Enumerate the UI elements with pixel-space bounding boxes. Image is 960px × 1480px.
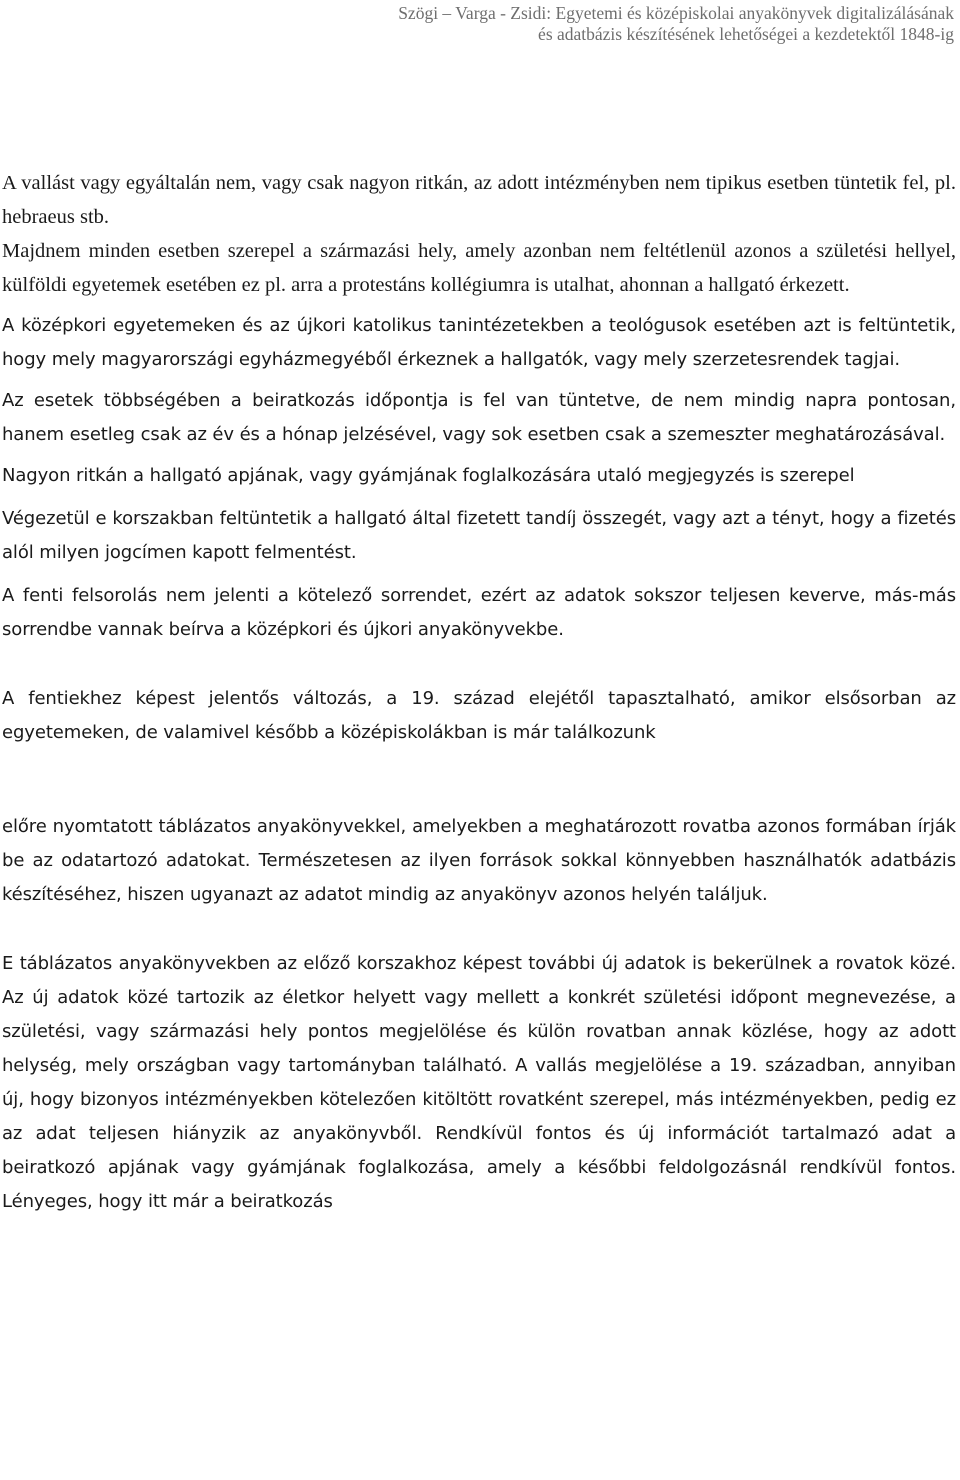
paragraph-tabular-registers: E táblázatos anyakönyvekben az előző korszakhoz képest további új adatok is bekerülnek a rovatok közé. Az új adatok közé tartozik az életkor helyett vagy mellett a konkrét születési időpont megnevezése, a születési, vagy származási hely pontos megjelölése és külön rovatban annak közlése, hogy az adott helység, mely országban vagy tartományban található. A vallás megjelölése a 19. században, annyiban új, hogy bizonyos intézményekben kötelezően kitöltött rovatként szerepel, más intézményekben, pedig ez az adat teljesen hiányzik az anyakönyvből. Rendkívül fontos és új információt tartalmazó adat a beiratkozó apjának vagy gyámjának foglalkozása, amely a későbbi feldolgozásnál rendkívül fontos. Lényeges, hogy itt már a beiratkozás bbox=[2, 953, 956, 1212]
paragraph-father-occupation: Nagyon ritkán a hallgató apjának, vagy gyámjának foglalkozására utaló megjegyzés is szerepel bbox=[2, 465, 855, 486]
running-header bbox=[2, 0, 956, 45]
paragraph-theologians: A középkori egyetemeken és az újkori katolikus tanintézetekben a teológusok esetében azt is feltüntetik, hogy mely magyarországi egyházmegyéből érkeznek a hallgatók, vagy mely szerzetesrendek tagjai. bbox=[2, 315, 956, 370]
paragraph-tuition: Végezetül e korszakban feltüntetik a hallgató által fizetett tandíj összegét, vagy azt a tényt, hogy a fizetés alól milyen jogcímen kapott felmentést. bbox=[2, 508, 956, 563]
header-line-2: és adatbázis készítésének lehetőségei a kezdetektől 1848-ig bbox=[538, 24, 954, 44]
header-line-1: Szögi – Varga - Zsidi: Egyetemi és középiskolai anyakönyvek digitalizálásának bbox=[398, 3, 954, 23]
paragraph-enrollment-date: Az esetek többségében a beiratkozás időpontja is fel van tüntetve, de nem mindig napra pontosan, hanem esetleg csak az év és a hónap jelzésével, vagy sok esetben csak a szemeszter meghatározásával. bbox=[2, 390, 956, 445]
paragraph-19th-century: A fentiekhez képest jelentős változás, a 19. század elejétől tapasztalható, amikor elsősorban az egyetemeken, de valamivel később a középiskolákban is már találkozunk bbox=[2, 688, 956, 743]
paragraph-religion: A vallást vagy egyáltalán nem, vagy csak nagyon ritkán, az adott intézményben nem tipikus esetben tüntetik fel, pl. hebraeus stb. bbox=[2, 172, 956, 228]
paragraph-printed-registers: előre nyomtatott táblázatos anyakönyvekkel, amelyekben a meghatározott rovatba azonos formában írják be az odatartozó adatokat. Természetesen az ilyen források sokkal könnyebben használhatók adatbázis készítéséhez, hiszen ugyanazt az adatot mindig az anyakönyv azonos helyén találjuk. bbox=[2, 816, 956, 905]
paragraph-origin: Majdnem minden esetben szerepel a származási hely, amely azonban nem feltétlenül azonos a születési hellyel, külföldi egyetemek esetében ez pl. arra a protestáns kollégiumra is utalhat, ahonnan a hallgató érkezett. bbox=[2, 240, 956, 296]
paragraph-order: A fenti felsorolás nem jelenti a kötelező sorrendet, ezért az adatok sokszor teljesen keverve, más-más sorrendbe vannak beírva a középkori és újkori anyakönyvekbe. bbox=[2, 585, 956, 640]
document-body bbox=[2, 166, 956, 1219]
